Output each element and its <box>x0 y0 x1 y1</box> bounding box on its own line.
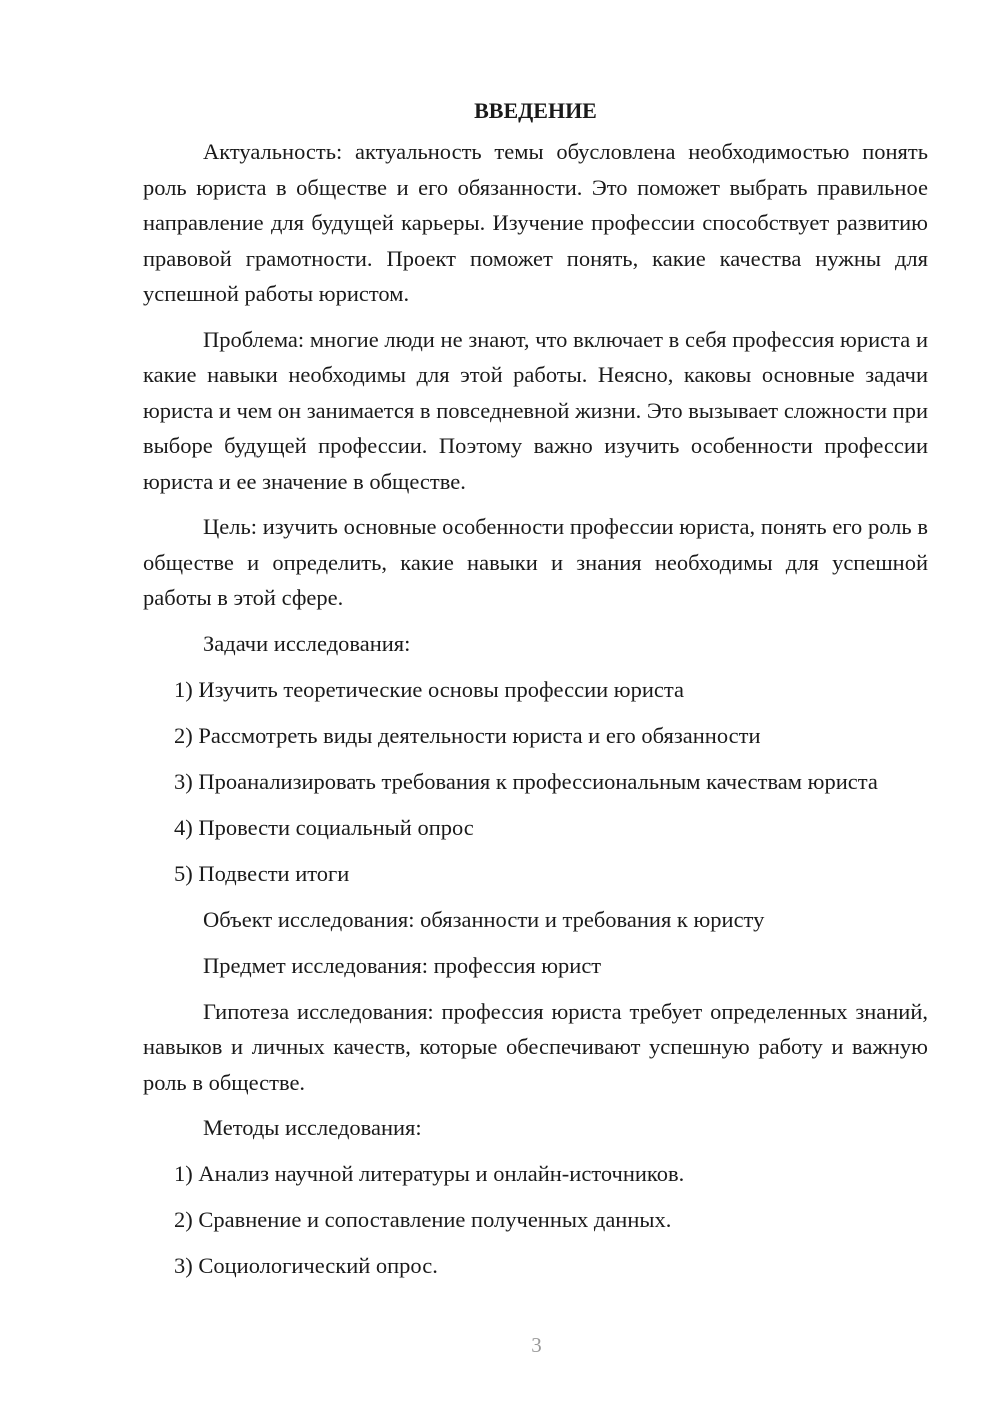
task-item-2: 2) Рассмотреть виды деятельности юриста и его обязанности <box>174 722 761 748</box>
task-item-3: 3) Проанализировать требования к профессиональным качествам юриста <box>174 768 878 794</box>
task-item-5: 5) Подвести итоги <box>174 860 350 886</box>
method-item-3: 3) Социологический опрос. <box>174 1253 438 1278</box>
hypothesis-paragraph: Гипотеза исследования: профессия юриста требует определенных знаний, навыков и личных качеств, которые обеспечивают успешную работу и важную роль в обществе. <box>143 998 928 1095</box>
object-paragraph: Объект исследования: обязанности и требования к юристу <box>203 906 765 932</box>
problem-paragraph: Проблема: многие люди не знают, что включает в себя профессия юриста и какие навыки необходимы для этой работы. Неясно, каковы основные задачи юриста и чем он занимается в повседневной жизни. Это вызывает сложности при выборе будущей профессии. Поэтому важно изучить особенности профессии юриста и ее значение в обществе. <box>143 326 928 494</box>
subject-paragraph: Предмет исследования: профессия юрист <box>203 952 602 978</box>
task-item-4: 4) Провести социальный опрос <box>174 814 474 840</box>
method-item-2: 2) Сравнение и сопоставление полученных данных. <box>174 1207 672 1232</box>
section-title: ВВЕДЕНИЕ <box>474 98 597 123</box>
document-page <box>143 96 928 1294</box>
relevance-paragraph: Актуальность: актуальность темы обусловлена необходимостью понять роль юриста в обществе и его обязанности. Это поможет выбрать правильное направление для будущей карьеры. Изучение профессии способствует развитию правовой грамотности. Проект поможет понять, какие качества нужны для успешной работы юристом. <box>143 139 928 306</box>
method-item-1: 1) Анализ научной литературы и онлайн-источников. <box>174 1161 685 1186</box>
task-item-1: 1) Изучить теоретические основы профессии юриста <box>174 676 684 702</box>
methods-heading: Методы исследования: <box>203 1115 422 1140</box>
goal-paragraph: Цель: изучить основные особенности профессии юриста, понять его роль в обществе и определить, какие навыки и знания необходимы для успешной работы в этой сфере. <box>143 514 928 610</box>
tasks-heading: Задачи исследования: <box>203 630 411 656</box>
page-number: 3 <box>531 1333 542 1357</box>
